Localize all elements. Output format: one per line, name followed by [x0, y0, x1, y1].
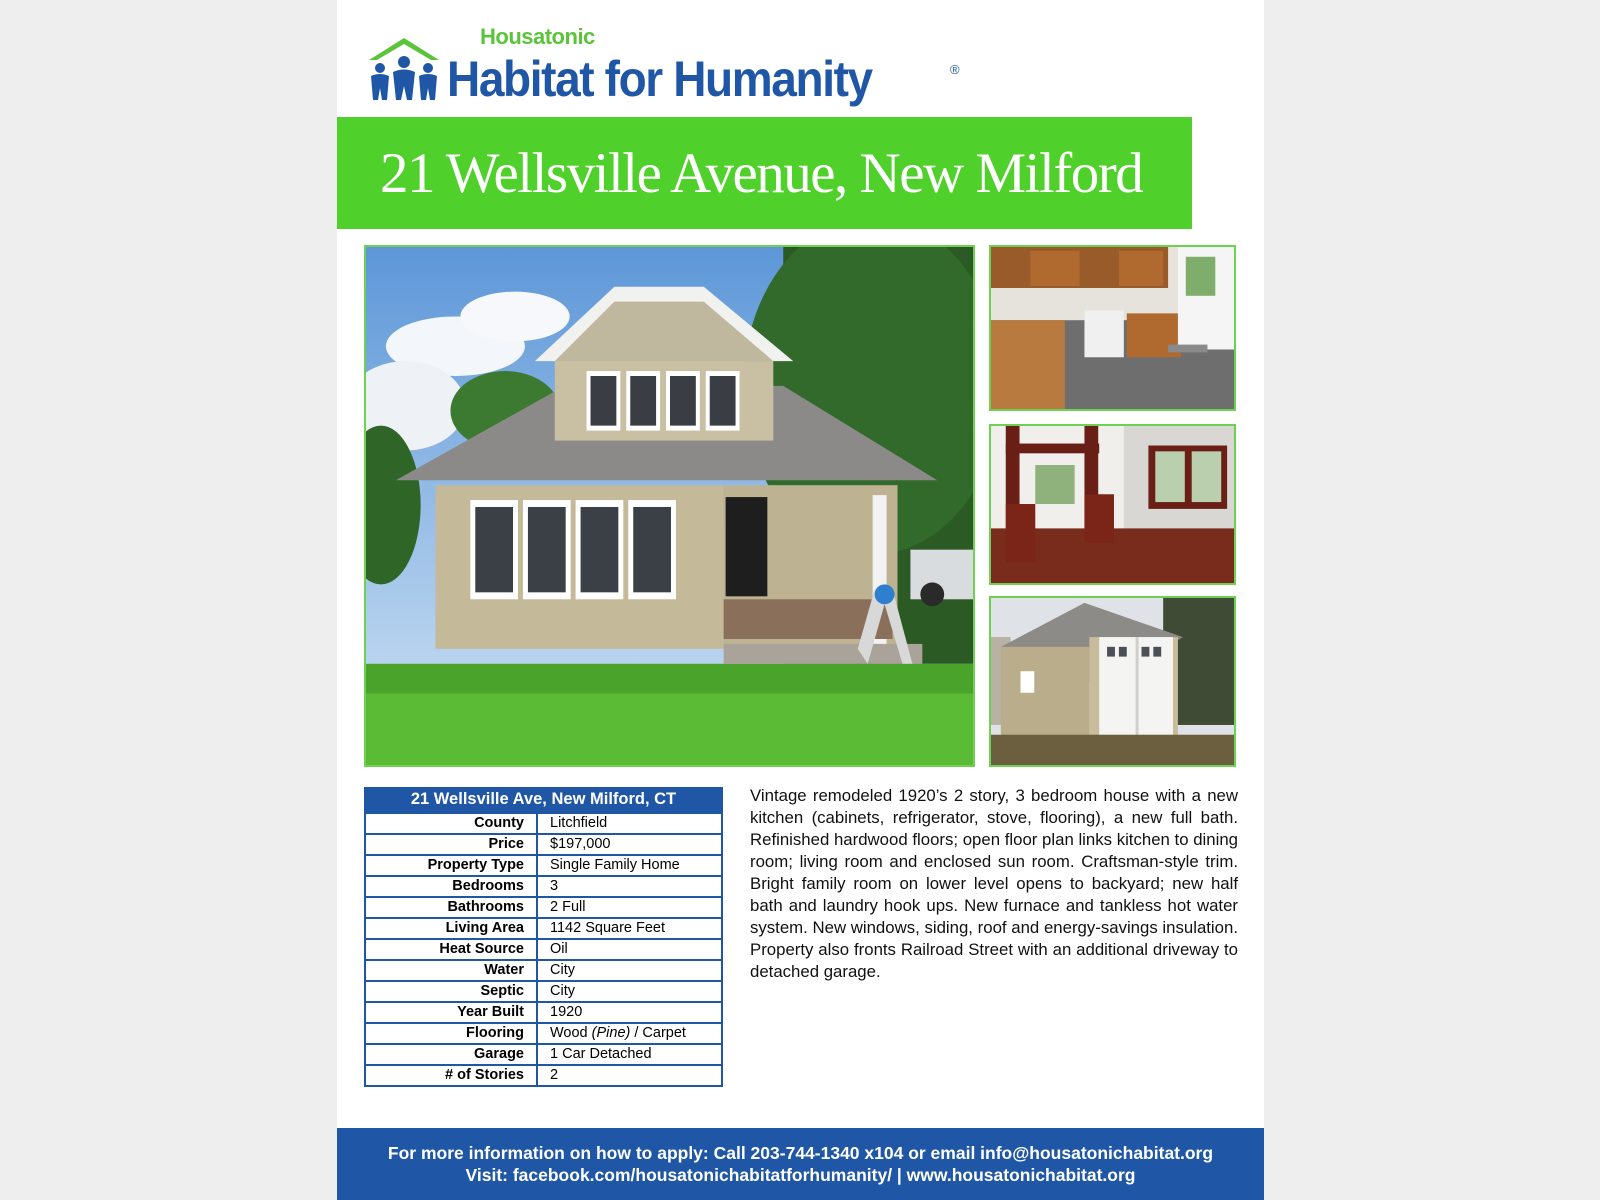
footer-web-line: Visit: facebook.com/housatonichabitatforhumanity/ | www.housatonichabitat.org [465, 1165, 1136, 1185]
house-front-photo [364, 245, 975, 767]
flooring-part-wood: Wood [550, 1025, 592, 1041]
fact-value-living-area: 1142 Square Feet [537, 918, 722, 939]
fact-label-bathrooms: Bathrooms [365, 897, 537, 918]
fact-label-property-type: Property Type [365, 855, 537, 876]
title-banner [337, 117, 1192, 229]
fact-value-garage: 1 Car Detached [537, 1044, 722, 1065]
flyer-page [337, 0, 1264, 1200]
table-row [365, 939, 722, 960]
fact-value-heat-source: Oil [537, 939, 722, 960]
contact-footer [337, 1128, 1264, 1200]
fact-label-stories: # of Stories [365, 1065, 537, 1086]
property-facts-heading: 21 Wellsville Ave, New Milford, CT [364, 787, 723, 812]
flooring-part-carpet: / Carpet [630, 1025, 686, 1041]
fact-label-year-built: Year Built [365, 1002, 537, 1023]
fact-label-living-area: Living Area [365, 918, 537, 939]
fact-value-price: $197,000 [537, 834, 722, 855]
registered-mark: ® [950, 62, 960, 77]
footer-contact-line: For more information on how to apply: Call 203-744-1340 x104 or email info@housatonichabitat.org [387, 1143, 1214, 1163]
fact-value-water: City [537, 960, 722, 981]
table-row [365, 960, 722, 981]
table-row [365, 876, 722, 897]
kitchen-photo [989, 245, 1236, 411]
property-facts-table [364, 787, 723, 1087]
fact-label-bedrooms: Bedrooms [365, 876, 537, 897]
fact-label-water: Water [365, 960, 537, 981]
fact-label-price: Price [365, 834, 537, 855]
fact-value-stories: 2 [537, 1065, 722, 1086]
table-row [365, 855, 722, 876]
logo-brand-name: Habitat for Humanity [447, 51, 872, 107]
property-description: Vintage remodeled 1920’s 2 story, 3 bedroom house with a new kitchen (cabinets, refrigerator, stove, flooring), a new full bath. Refinished hardwood floors; open floor plan links kitchen to dining room; living room and enclosed sun room. Craftsman-style trim. Bright family room on lower level opens to backyard; new half bath and laundry hook ups. New furnace and tankless hot water system. New windows, siding, roof and energy-savings insulation. Property also fronts Railroad Street with an additional driveway to detached garage. [750, 786, 1238, 981]
logo-org-line: Housatonic [480, 24, 595, 49]
fact-label-county: County [365, 813, 537, 834]
table-row [365, 897, 722, 918]
flooring-part-pine: (Pine) [591, 1025, 631, 1041]
fact-value-property-type: Single Family Home [537, 855, 722, 876]
fact-value-county: Litchfield [537, 813, 722, 834]
fact-value-septic: City [537, 981, 722, 1002]
garage-photo [989, 596, 1236, 767]
fact-value-flooring [537, 1023, 722, 1044]
table-row [365, 1065, 722, 1086]
fact-value-year-built: 1920 [537, 1002, 722, 1023]
table-row [365, 1044, 722, 1065]
property-title: 21 Wellsville Avenue, New Milford [380, 141, 1143, 205]
fact-label-garage: Garage [365, 1044, 537, 1065]
fact-label-septic: Septic [365, 981, 537, 1002]
fact-label-heat-source: Heat Source [365, 939, 537, 960]
table-row [365, 918, 722, 939]
habitat-house-people-icon [365, 36, 443, 102]
table-row [365, 1002, 722, 1023]
dining-room-photo [989, 424, 1236, 585]
table-row [365, 834, 722, 855]
fact-value-bathrooms: 2 Full [537, 897, 722, 918]
habitat-logo [365, 22, 985, 112]
fact-value-bedrooms: 3 [537, 876, 722, 897]
table-row [365, 981, 722, 1002]
table-row [365, 1023, 722, 1044]
fact-label-flooring: Flooring [365, 1023, 537, 1044]
table-row [365, 813, 722, 834]
